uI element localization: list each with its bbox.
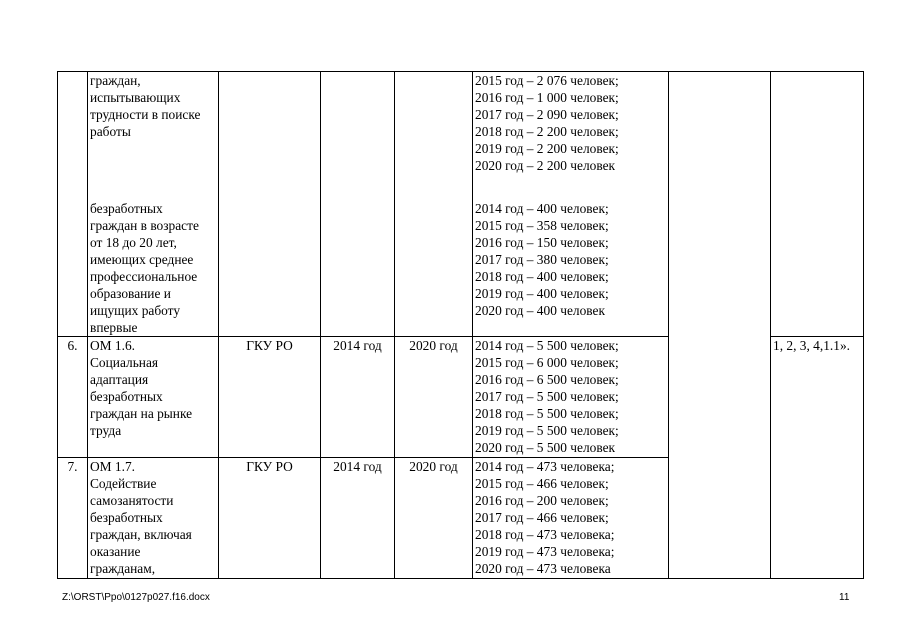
start-year-cell (321, 72, 395, 337)
row-number: 7. (58, 458, 88, 579)
result-line: 2015 год – 2 076 человек; (475, 73, 619, 88)
result-line: 2017 год – 466 человек; (475, 510, 609, 525)
executor-cell: ГКУ РО (219, 458, 321, 579)
result-line: 2014 год – 473 человека; (475, 459, 615, 474)
result-line: 2020 год – 2 200 человек (475, 158, 616, 173)
result-line: 2016 год – 1 000 человек; (475, 90, 619, 105)
event-text: граждан в возрасте (90, 218, 199, 233)
event-text: гражданам, (90, 561, 156, 576)
end-year-cell: 2020 год (395, 458, 473, 579)
event-text: безработных (90, 201, 163, 216)
event-text: оказание (90, 544, 141, 559)
start-year-cell: 2014 год (321, 337, 395, 458)
event-text: имеющих среднее (90, 252, 194, 267)
event-name-cell (88, 72, 219, 337)
table-row (58, 72, 864, 337)
result-line: 2019 год – 5 500 человек; (475, 423, 619, 438)
indicator-cell (771, 72, 864, 337)
event-text: испытывающих (90, 90, 181, 105)
result-line: 2018 год – 473 человека; (475, 527, 615, 542)
result-line: 2019 год – 400 человек; (475, 286, 609, 301)
event-text: впервые (90, 320, 138, 335)
result-line: 2020 год – 473 человека (475, 561, 611, 576)
executor-cell: ГКУ РО (219, 337, 321, 458)
event-text: граждан, включая (90, 527, 192, 542)
result-line: 2018 год – 2 200 человек; (475, 124, 619, 139)
result-line: 2017 год – 5 500 человек; (475, 389, 619, 404)
executor-cell (219, 72, 321, 337)
event-text: Содействие (90, 476, 157, 491)
event-text: ОМ 1.6. (90, 338, 136, 353)
result-line: 2015 год – 358 человек; (475, 218, 609, 233)
event-name-cell (88, 337, 219, 458)
event-text: граждан, (90, 73, 141, 88)
result-line: 2019 год – 2 200 человек; (475, 141, 619, 156)
result-line: 2015 год – 6 000 человек; (475, 355, 619, 370)
footer-page-number: 11 (839, 592, 850, 603)
event-text: граждан на рынке (90, 406, 193, 421)
document-table-wrapper (57, 71, 863, 575)
event-text: безработных (90, 510, 163, 525)
event-text: труда (90, 423, 122, 438)
result-line: 2014 год – 5 500 человек; (475, 338, 619, 353)
row-number (58, 72, 88, 337)
event-text: работы (90, 124, 131, 139)
event-text: образование и (90, 286, 171, 301)
result-line: 2020 год – 5 500 человек (475, 440, 616, 455)
row-number: 6. (58, 337, 88, 458)
result-line: 2016 год – 200 человек; (475, 493, 609, 508)
event-text: ОМ 1.7. (90, 459, 136, 474)
result-line: 2018 год – 5 500 человек; (475, 406, 619, 421)
event-text: от 18 до 20 лет, (90, 235, 177, 250)
result-line: 2018 год – 400 человек; (475, 269, 609, 284)
event-text: профессиональное (90, 269, 198, 284)
program-events-table (57, 71, 864, 579)
footer-file-path: Z:\ORST\Ppo\0127p027.f16.docx (62, 592, 210, 603)
results-cell (473, 337, 669, 458)
result-line: 2015 год – 466 человек; (475, 476, 609, 491)
result-line: 2017 год – 380 человек; (475, 252, 609, 267)
indicator-text: 1, 2, 3, 4,1.1». (773, 338, 850, 353)
indicator-cell (771, 337, 864, 579)
event-text: адаптация (90, 372, 149, 387)
results-cell (473, 458, 669, 579)
end-year-cell: 2020 год (395, 337, 473, 458)
results-cell (473, 72, 669, 337)
event-text: самозанятости (90, 493, 174, 508)
result-line: 2020 год – 400 человек (475, 303, 605, 318)
result-line: 2017 год – 2 090 человек; (475, 107, 619, 122)
event-text: Социальная (90, 355, 159, 370)
start-year-cell: 2014 год (321, 458, 395, 579)
event-text: трудности в поиске (90, 107, 201, 122)
result-line: 2016 год – 6 500 человек; (475, 372, 619, 387)
result-line: 2016 год – 150 человек; (475, 235, 609, 250)
event-text: безработных (90, 389, 163, 404)
event-name-cell (88, 458, 219, 579)
result-line: 2014 год – 400 человек; (475, 201, 609, 216)
result-line: 2019 год – 473 человека; (475, 544, 615, 559)
end-year-cell (395, 72, 473, 337)
relation-cell (669, 72, 771, 579)
event-text: ищущих работу (90, 303, 181, 318)
